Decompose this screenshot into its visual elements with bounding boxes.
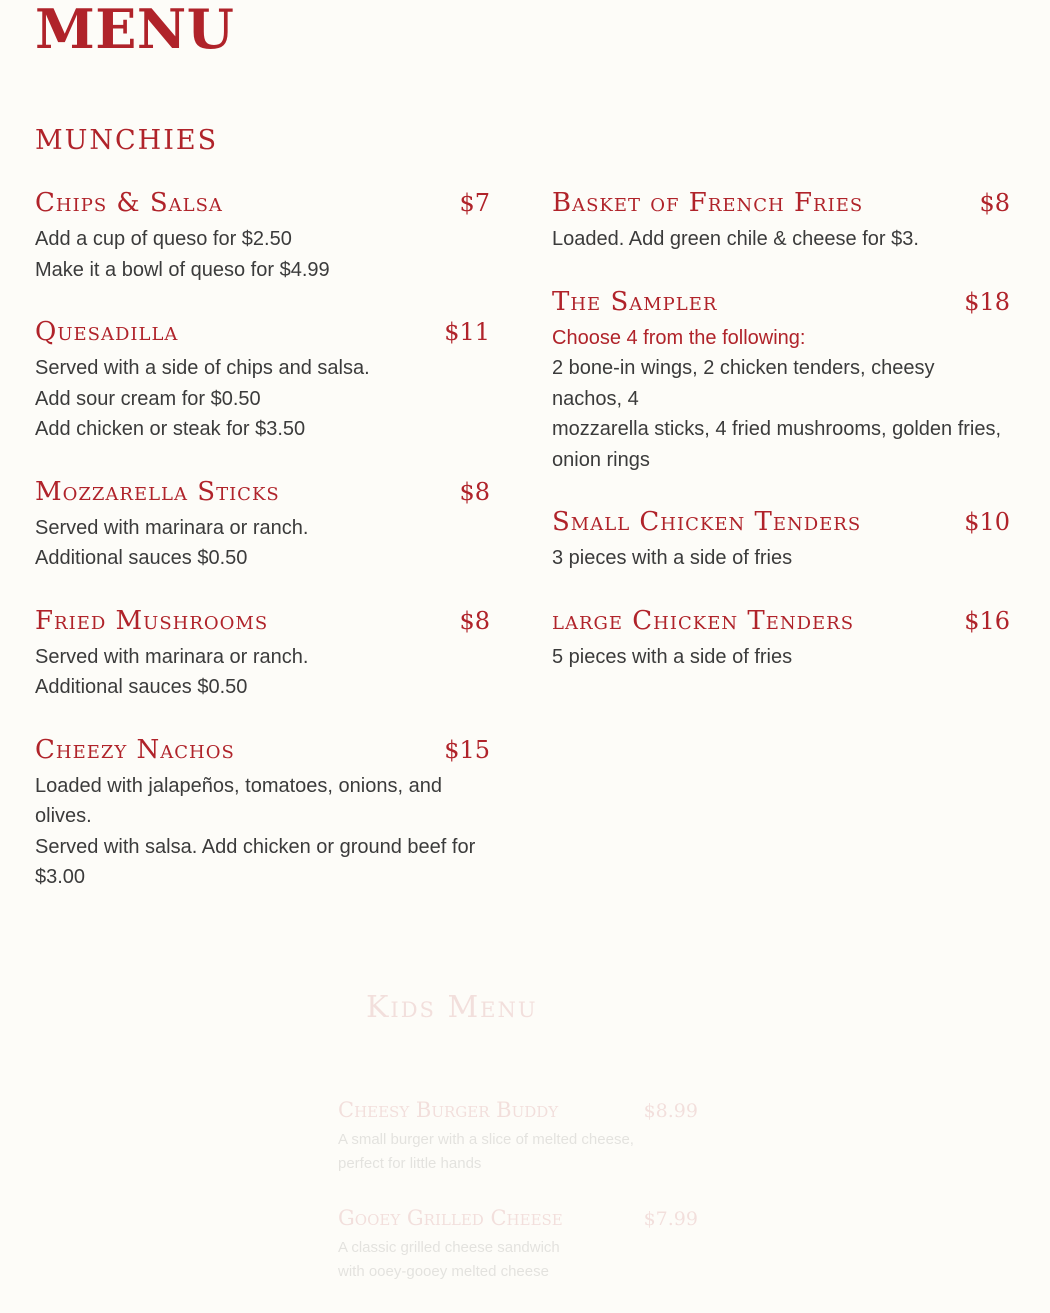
item-description: 3 pieces with a side of fries	[552, 547, 793, 569]
item-description: Additional sauces $0.50	[35, 547, 248, 569]
item-price: $8	[979, 189, 1010, 217]
item-name: Small Chicken Tenders	[552, 507, 862, 537]
item-name: Gooey Grilled Cheese	[338, 1206, 563, 1230]
item-name: Chips & Salsa	[35, 188, 223, 218]
item-description: A small burger with a slice of melted cheese,	[338, 1131, 634, 1148]
item-name: Mozzarella Sticks	[35, 476, 280, 507]
munchies-right-column	[552, 188, 1010, 704]
section-title-munchies: munchies	[35, 114, 219, 158]
item-description: Add chicken or steak for $3.50	[35, 418, 306, 440]
item-description: Add a cup of queso for $2.50	[35, 228, 292, 250]
page-title: MENU	[35, 0, 235, 61]
menu-item	[35, 188, 490, 285]
item-name: Cheesy Burger Buddy	[338, 1098, 559, 1122]
item-price: $8	[459, 606, 490, 635]
kids-menu-section	[338, 990, 718, 1284]
item-description: with ooey-gooey melted cheese	[338, 1263, 549, 1280]
item-description: Additional sauces $0.50	[35, 676, 248, 698]
item-note: Choose 4 from the following:	[552, 326, 806, 349]
item-description: mozzarella sticks, 4 fried mushrooms, golden fries,	[552, 418, 1002, 440]
item-price: $8.99	[643, 1100, 698, 1122]
item-description: Make it a bowl of queso for $4.99	[35, 258, 330, 281]
item-price: $7.99	[643, 1208, 698, 1230]
item-name: Basket of French Fries	[552, 188, 864, 218]
item-description: Served with a side of chips and salsa.	[35, 357, 370, 379]
item-price: $11	[444, 318, 490, 346]
item-description: Add sour cream for $0.50	[35, 387, 261, 410]
kids-menu-item	[338, 1206, 718, 1284]
kids-menu-item	[338, 1098, 718, 1176]
item-description: perfect for little hands	[338, 1155, 482, 1172]
item-description: Loaded with jalapeños, tomatoes, onions, and olives.	[35, 774, 442, 827]
munchies-left-column	[35, 188, 490, 925]
menu-item	[35, 477, 490, 574]
item-price: $7	[459, 189, 490, 217]
item-price: $8	[459, 477, 490, 506]
item-description: Served with marinara or ranch.	[35, 645, 309, 668]
item-name: Fried Mushrooms	[35, 605, 269, 636]
item-price: $15	[444, 735, 490, 764]
item-name: The Sampler	[552, 286, 718, 317]
menu-item	[552, 606, 1010, 673]
item-price: $18	[964, 287, 1010, 316]
menu-item	[35, 317, 490, 445]
item-price: $10	[964, 508, 1010, 536]
item-description: Served with salsa. Add chicken or ground beef for	[35, 835, 476, 858]
item-description: onion rings	[552, 448, 650, 471]
item-description: Served with marinara or ranch.	[35, 516, 309, 539]
menu-item	[35, 735, 490, 893]
item-description: 5 pieces with a side of fries	[552, 645, 793, 668]
item-description: Loaded. Add green chile & cheese for $3.	[552, 228, 919, 250]
menu-item	[552, 507, 1010, 574]
item-description: A classic grilled cheese sandwich	[338, 1239, 560, 1256]
menu-item	[552, 188, 1010, 255]
item-description: 2 bone-in wings, 2 chicken tenders, cheesy nachos, 4	[552, 357, 935, 410]
section-title-kids: Kids Menu	[366, 990, 538, 1025]
item-name: Quesadilla	[35, 317, 179, 347]
menu-item	[35, 606, 490, 703]
item-price: $16	[964, 606, 1010, 635]
item-description: $3.00	[35, 866, 86, 888]
item-name: Cheezy Nachos	[35, 734, 235, 765]
item-name: large Chicken Tenders	[552, 605, 855, 636]
menu-item	[552, 287, 1010, 476]
